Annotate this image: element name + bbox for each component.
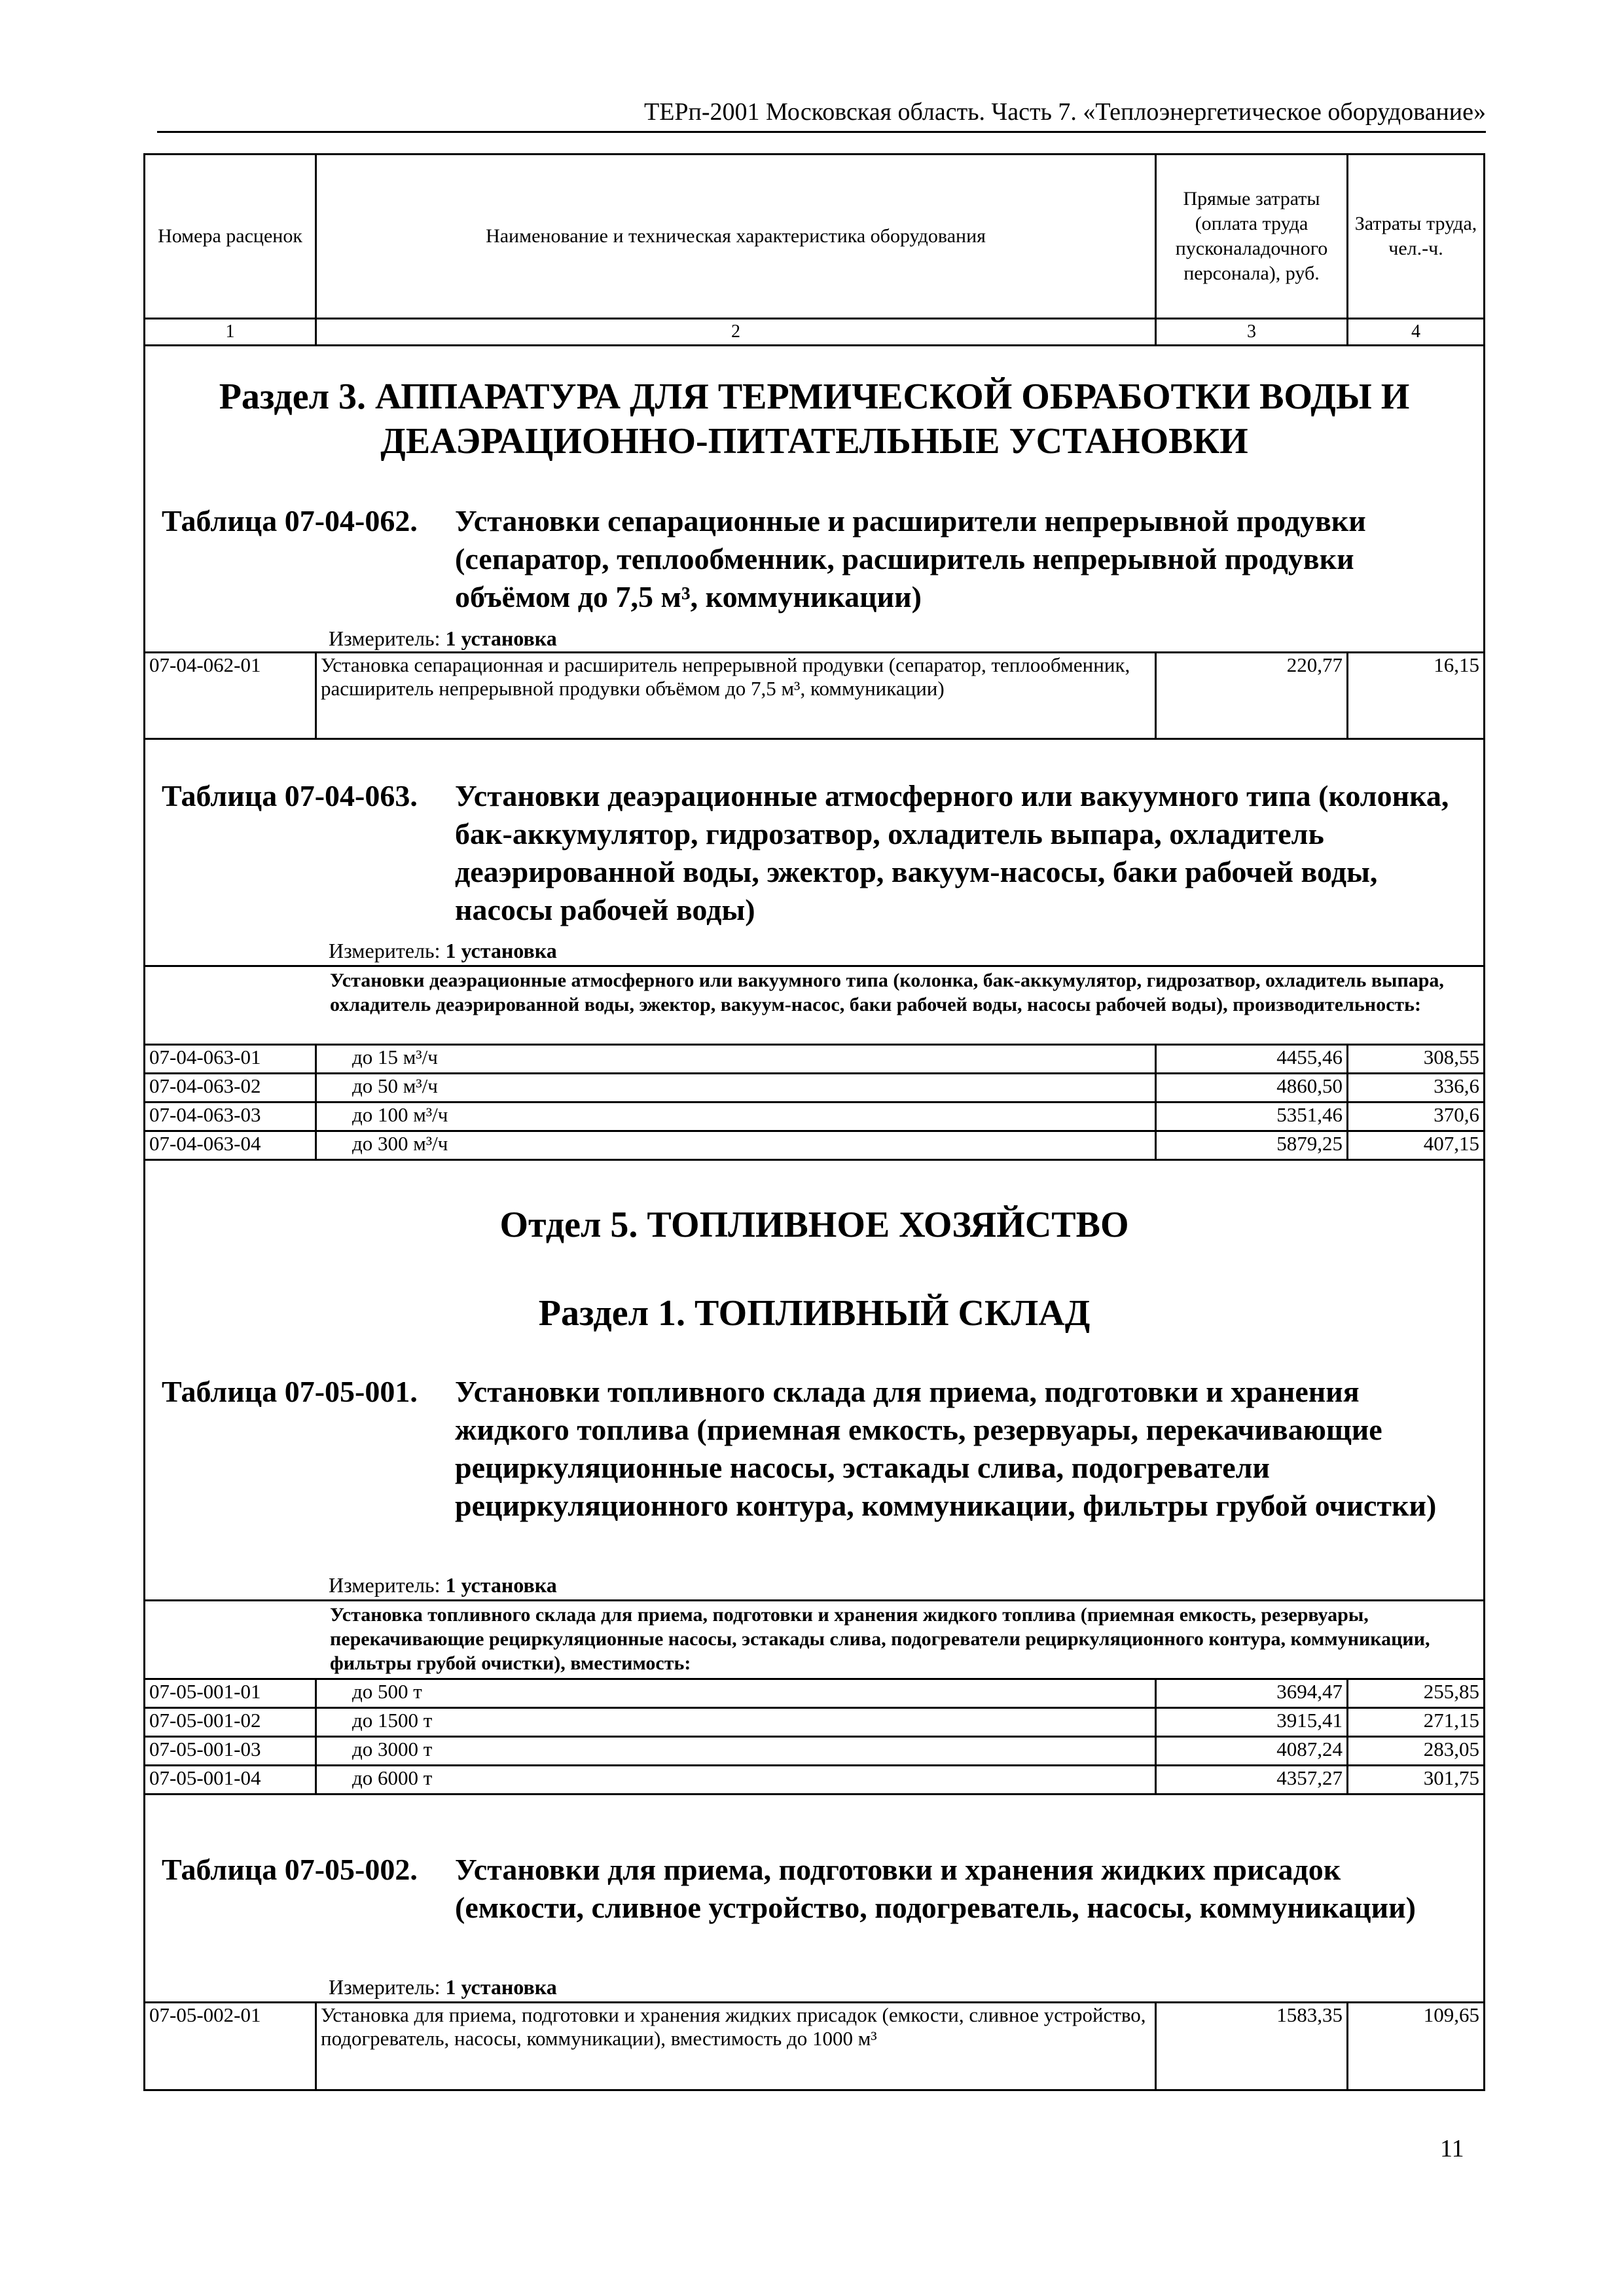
table-row [145,1074,1483,1103]
rate-labor: 407,15 [1423,1132,1479,1155]
table-title-062 [162,502,1471,616]
table-062-body [145,651,1483,740]
table-caption: Установки топливного склада для приема, подготовки и хранения жидкого топлива (приемная емкость, резервуары, перекачивающие рециркуляционные насосы, эстакады слива, подогреватели рециркуляционного контура, коммуникации, фильтры грубой очистки) [455,1375,1437,1522]
measure-unit: Измеритель: 1 установка [329,1573,557,1597]
rate-code: 07-04-063-01 [145,1046,317,1072]
rate-labor: 271,15 [1423,1709,1479,1732]
rate-cost: 4455,46 [1157,1046,1348,1072]
rate-cost: 3694,47 [1157,1680,1348,1707]
table-row [145,1766,1483,1795]
rate-code: 07-05-002-01 [145,2003,317,2091]
table-row [145,1709,1483,1738]
table-caption: Установки сепарационные и расширители непрерывной продувки (сепаратор, теплообменник, расширитель непрерывной продувки объёмом до 7,5 м³, коммуникации) [455,504,1366,613]
running-header: ТЕРп-2001 Московская область. Часть 7. «Теплоэнергетическое оборудование» [157,97,1486,133]
table-caption: Установки для приема, подготовки и хранения жидких присадок (емкости, сливное устройство, подогреватель, насосы, коммуникации) [455,1853,1416,1924]
table-number: Таблица 07-04-063. [162,779,418,812]
section-title: Раздел 3. АППАРАТУРА ДЛЯ ТЕРМИЧЕСКОЙ ОБРАБОТКИ ВОДЫ И ДЕАЭРАЦИОННО-ПИТАТЕЛЬНЫЕ УСТАНОВКИ [219,376,1410,462]
column-number: 3 [1157,319,1348,344]
column-header-codes: Номера расценок [145,155,317,318]
table-number: Таблица 07-05-002. [162,1853,418,1886]
group-heading: Установка топливного склада для приема, подготовки и хранения жидкого топлива (приемная емкость, резервуары, перекачивающие рециркуляционные насосы, эстакады слива, подогреватели рециркуляционного контура, коммуникации, фильтры грубой очистки), вместимость: [145,1601,1483,1680]
table-row [145,653,1483,740]
column-number: 1 [145,319,317,344]
rate-code: 07-05-001-03 [145,1738,317,1764]
table-caption: Установки деаэрационные атмосферного или вакуумного типа (колонка, бак-аккумулятор, гидрозатвор, охладитель выпара, охладитель деаэрированной воды, эжектор, вакуум-насосы, баки рабочей воды, насосы рабочей воды) [455,779,1449,926]
rate-cost: 1583,35 [1157,2003,1348,2091]
column-header-labor: Затраты труда, чел.-ч. [1354,213,1477,259]
rate-name: до 15 м³/ч [317,1046,1157,1072]
table-row [145,1680,1483,1709]
rate-labor: 301,75 [1423,1766,1479,1789]
page-number: 11 [1440,2135,1464,2162]
rate-code: 07-04-063-04 [145,1132,317,1159]
measure-unit: Измеритель: 1 установка [329,939,557,962]
table-title-001 [162,1373,1471,1525]
table-row [145,2003,1483,2091]
rate-cost: 4357,27 [1157,1766,1348,1793]
rate-code: 07-04-063-02 [145,1074,317,1101]
rate-name: до 1500 т [317,1709,1157,1736]
rate-cost: 5879,25 [1157,1132,1348,1159]
table-row [145,1738,1483,1766]
table-row [145,1046,1483,1074]
table-063-body [145,965,1483,1161]
rate-cost: 220,77 [1157,653,1348,738]
table-002-body [145,2001,1483,2091]
table-title-063 [162,777,1471,929]
rate-cost: 4087,24 [1157,1738,1348,1764]
rate-code: 07-04-062-01 [145,653,317,738]
rate-labor: 109,65 [1423,2003,1479,2026]
table-row [145,1132,1483,1161]
rate-labor: 308,55 [1423,1046,1479,1068]
rate-name: до 500 т [317,1680,1157,1707]
column-header-cost: Прямые затраты (оплата труда пусконаладочного персонала), руб. [1157,155,1348,318]
rate-name: до 300 м³/ч [317,1132,1157,1159]
column-number-row [145,318,1483,346]
rate-name: до 3000 т [317,1738,1157,1764]
column-number: 4 [1411,321,1420,342]
measure-unit: Измеритель: 1 установка [329,627,557,650]
table-number: Таблица 07-04-062. [162,504,418,538]
column-header-row [145,155,1483,318]
column-number: 2 [317,319,1157,344]
table-number: Таблица 07-05-001. [162,1375,418,1408]
rate-name: Установка сепарационная и расширитель непрерывной продувки (сепаратор, теплообменник, расширитель непрерывной продувки объёмом до 7,5 м³, коммуникации) [317,653,1157,738]
rate-name: до 50 м³/ч [317,1074,1157,1101]
rate-code: 07-05-001-01 [145,1680,317,1707]
department-title: Отдел 5. ТОПЛИВНОЕ ХОЗЯЙСТВО [499,1205,1129,1245]
rate-labor: 255,85 [1423,1680,1479,1703]
rate-code: 07-05-001-02 [145,1709,317,1736]
rate-code: 07-05-001-04 [145,1766,317,1793]
rate-labor: 283,05 [1423,1738,1479,1760]
group-heading: Установки деаэрационные атмосферного или вакуумного типа (колонка, бак-аккумулятор, гидрозатвор, охладитель выпара, охладитель деаэрированной воды, эжектор, вакуум-насос, баки рабочей воды, насосы рабочей воды), производительность: [145,967,1483,1046]
table-row [145,1103,1483,1132]
column-header-name: Наименование и техническая характеристика оборудования [317,155,1157,318]
rate-cost: 5351,46 [1157,1103,1348,1130]
measure-unit: Измеритель: 1 установка [329,1975,557,1999]
rate-code: 07-04-063-03 [145,1103,317,1130]
table-title-002 [162,1851,1471,1927]
rate-name: до 100 м³/ч [317,1103,1157,1130]
rate-labor: 370,6 [1434,1103,1479,1126]
rate-name: Установка для приема, подготовки и хранения жидких присадок (емкости, сливное устройство, подогреватель, насосы, коммуникации), вместимость до 1000 м³ [317,2003,1157,2091]
rate-labor: 16,15 [1434,653,1479,676]
rate-cost: 4860,50 [1157,1074,1348,1101]
section-title: Раздел 1. ТОПЛИВНЫЙ СКЛАД [538,1293,1091,1334]
table-001-body [145,1599,1483,1795]
table-frame [143,153,1485,2091]
rate-cost: 3915,41 [1157,1709,1348,1736]
rate-name: до 6000 т [317,1766,1157,1793]
rate-labor: 336,6 [1434,1074,1479,1097]
